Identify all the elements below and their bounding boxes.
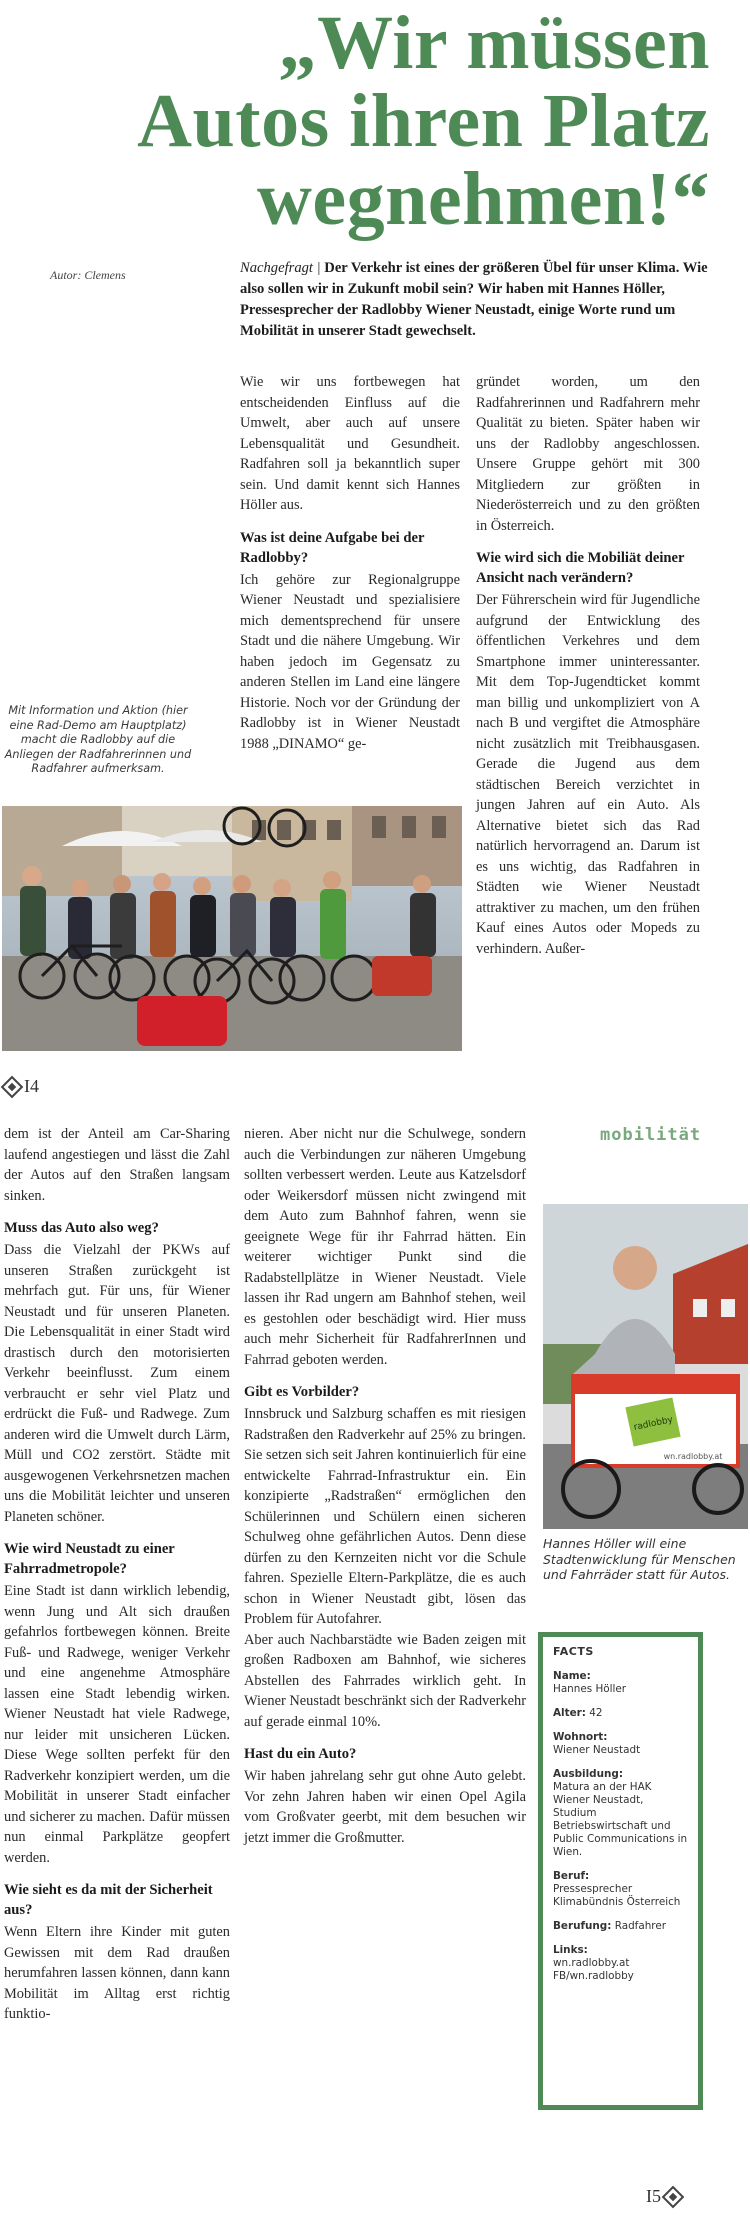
col2-paragraph-1: gründet worden, um den Radfahrerinnen und Radfahrern mehr Qualität zu bieten. Später haben wir uns der Radlobby angeschlossen. Unsere Gruppe gehört mit 300 Mitgliedern zur größten in Niederösterreich und zu den größten in Österreich. xyxy=(476,374,700,534)
page-number-right-text: I5 xyxy=(646,2186,661,2206)
col4-paragraph-3: Aber auch Nachbarstädte wie Baden zeigen mit großen Radboxen am Bahnhof, wie sicheres Abstellen des Fahrrades wirklich geht. In Wiener Neustadt beschränkt sich der Radverkehr auf gerade einmal 10%. xyxy=(244,1631,526,1730)
facts-wohnort xyxy=(553,1731,688,1757)
facts-links xyxy=(553,1944,688,1983)
facts-ausbildung-label: Ausbildung: xyxy=(553,1768,624,1780)
column-2 xyxy=(476,372,700,971)
facts-name-value: Hannes Höller xyxy=(553,1683,627,1695)
col3-paragraph-3: Eine Stadt ist dann wirklich lebendig, wenn Jung und Alt sich draußen gefahrlos fortbewegen können. Breite Fuß- und Radwege, weniger Verkehr und eine angenehme Atmosphäre lassen eine Stadt lebendig wirken. Wiener Neustadt hat viele Radwege, nur leider mit unsicheren Lücken. Diese Wege sollten perfekt für den Radverkehr konzipiert werden, um die Mobilität in unserer Stadt einfacher und sicherer zu machen. Dafür müssen nun einmal Parkplätze geopfert werden. xyxy=(4,1583,230,1866)
radlobby-sign-text: radlobby xyxy=(632,1414,674,1433)
facts-berufung-label: Berufung: xyxy=(553,1920,612,1932)
col4-question-1: Gibt es Vorbilder? xyxy=(244,1384,360,1400)
col4-paragraph-2: Innsbruck und Salzburg schaffen es mit riesigen Radstraßen den Radverkehr auf 25% zu bringen. Sie setzen sich seit Jahren kontinuierlich für eine entwickelte Fahrrad-Infrastruktur ein. Ein konzipierte „Radstraßen“ ermöglichen den Schülerinnen und Schülern einen sicheren Schulweg ohne gefährlichen Autos. Denn diese dürfen zu den Kernzeiten nicht vor die Schule fahren. Spezielle Eltern-Parkplätze, die es auch schon in Wiener Neustadt gibt, lösen das Problem für Autofahrer. xyxy=(244,1406,526,1627)
facts-alter-value: 42 xyxy=(589,1707,603,1719)
col3-question-1: Muss das Auto also weg? xyxy=(4,1220,159,1236)
portrait-cargo-bike-photo xyxy=(543,1204,748,1529)
facts-wohnort-value: Wiener Neustadt xyxy=(553,1744,641,1756)
lead-text: Der Verkehr ist eines der größeren Übel für unser Klima. Wie also sollen wir in Zukunft mobil sein? Wir haben mit Hannes Höller, Pressesprecher der Radlobby Wiener Neustadt, einige Worte rund um Mobilität in unserer Stadt gewechselt. xyxy=(240,260,708,339)
radlobby-url-text: wn.radlobby.at xyxy=(663,1452,723,1461)
headline-line-1: „Wir müssen xyxy=(278,1,710,85)
col4-paragraph-4: Wir haben jahrelang sehr gut ohne Auto gelebt. Vor zehn Jahren haben wir einen Opel Agila vom Großvater geerbt, mit dem besuchen wir jetzt immer die Großmutter. xyxy=(244,1768,526,1846)
author-credit: Autor: Clemens xyxy=(50,268,126,282)
photo-caption-portrait: Hannes Höller will eine Stadtenwicklung für Menschen und Fahrräder statt für Autos. xyxy=(543,1536,736,1582)
col3-question-2: Wie wird Neustadt zu einer Fahrradmetropole? xyxy=(4,1541,175,1577)
col1-paragraph-2: Ich gehöre zur Regionalgruppe Wiener Neustadt und spezialisiere mich dementsprechend für unsere Stadt und die nähere Umgebung. Wir haben jedoch im Gegensatz zu anderen Stellen im Land eine längere Historie. Noch vor der Gründung der Radlobby ist in Wiener Neustadt 1988 „DINAMO“ ge- xyxy=(240,571,460,752)
facts-beruf-label: Beruf: xyxy=(553,1870,590,1882)
col4-paragraph-1: nieren. Aber nicht nur die Schulwege, sondern auch die Verbindungen zur näheren Umgebung sollten verbessert werden. Leute aus Katzelsdorf oder Weikersdorf müssen nicht zwingend mit dem Auto zum Bahnhof fahren, wenn sie geeignete Wege für ihr Fahrrad hätten. Ein weiterer wichtiger Punkt sind die Radabstellplätze in Wiener Neustadt. Viele lassen ihr Rad ungern am Bahnhof stehen, weil es gestohlen oder beschädigt wird. Hier muss auch mehr Sicherheit für RadfahrerInnen und Fahrrad geboten werden. xyxy=(244,1126,526,1368)
col1-paragraph-1: Wie wir uns fortbewegen hat entscheidenden Einfluss auf die Umwelt, aber auch auf unsere Lebensqualität und Gesundheit. Radfahren soll ja bekanntlich super sein. Und damit kennt sich Hannes Höller aus. xyxy=(240,374,460,513)
group-cyclists-photo xyxy=(2,806,462,1051)
facts-links-label: Links: xyxy=(553,1944,588,1956)
facts-ausbildung xyxy=(553,1768,688,1859)
diamond-ornament-icon xyxy=(1,1075,24,1098)
page-number-right xyxy=(646,2186,681,2207)
facts-alter xyxy=(553,1707,688,1720)
page-number-left xyxy=(4,1076,39,1097)
facts-title: FACTS xyxy=(553,1645,594,1658)
facts-beruf-value: Pressesprecher Klimabündnis Österreich xyxy=(553,1883,681,1908)
col2-paragraph-2: Der Führerschein wird für Jugendliche aufgrund der Entwicklung des öffentlichen Verkehres und dem Smartphone immer uninteressanter. Mit dem Top-Jugendticket kommt man billig und unkompliziert von A nach B und vergiftet die Atmosphäre nicht zusätzlich mit Treibhausgasen. Gerade die Jugend aus dem städtischen Bereich verzichtet in jungen Jahren auf ein Auto. Als Alternative bietet sich das Rad natürlich hervorragend an. Darum ist es uns wichtig, das Radfahren in Städten wie Wiener Neustadt attraktiver zu machen, um den frühen Kauf eines Autos oder Mopeds zu verhindern. Außer- xyxy=(476,592,700,957)
facts-name-label: Name: xyxy=(553,1670,591,1682)
facts-berufung xyxy=(553,1920,688,1933)
article-headline xyxy=(60,1,710,241)
section-label: mobilität xyxy=(600,1125,702,1145)
col3-paragraph-1: dem ist der Anteil am Car-Sharing laufend angestiegen und lässt die Zahl der Autos auf den Straßen langsam sinken. xyxy=(4,1126,230,1204)
facts-link-facebook[interactable]: FB/wn.radlobby xyxy=(553,1970,634,1982)
col3-paragraph-4: Wenn Eltern ihre Kinder mit guten Gewissen mit dem Rad draußen herumfahren lassen können, dann kann Mobilität im Alltag erst richtig funktio- xyxy=(4,1924,230,2022)
column-3 xyxy=(4,1124,230,2037)
facts-link-website[interactable]: wn.radlobby.at xyxy=(553,1957,630,1969)
lead-tag: Nachgefragt | xyxy=(240,260,325,276)
headline-line-2 xyxy=(60,79,710,163)
diamond-ornament-icon xyxy=(662,2185,685,2208)
photo-caption-demo: Mit Information und Aktion (hier eine Rad-Demo am Hauptplatz) macht die Radlobby auf die Anliegen der Radfahrerinnen und Radfahrer aufmerksam. xyxy=(4,704,192,775)
col3-question-3: Wie sieht es da mit der Sicherheit aus? xyxy=(4,1882,213,1918)
facts-name xyxy=(553,1670,688,1696)
column-4 xyxy=(244,1124,526,1860)
group-cyclists-illustration xyxy=(2,806,462,1051)
portrait-cargo-bike-illustration xyxy=(543,1204,748,1529)
article-lead xyxy=(240,258,710,342)
headline-line-2b: Platz xyxy=(542,79,710,163)
facts-box xyxy=(538,1632,703,2110)
facts-berufung-value: Radfahrer xyxy=(614,1920,666,1932)
headline-line-3: wegnehmen!“ xyxy=(256,157,710,241)
facts-ausbildung-value: Matura an der HAK Wiener Neustadt, Studium Betriebswirtschaft und Public Communications in Wien. xyxy=(553,1781,688,1858)
facts-alter-label: Alter: xyxy=(553,1707,586,1719)
page-number-left-text: I4 xyxy=(24,1076,39,1096)
col2-question-1: Wie wird sich die Mobiliät deiner Ansicht nach verändern? xyxy=(476,550,685,586)
headline-line-2a: Autos ihren xyxy=(137,79,543,163)
facts-beruf xyxy=(553,1870,688,1909)
col1-question-1: Was ist deine Aufgabe bei der Radlobby? xyxy=(240,529,425,566)
column-1 xyxy=(240,372,460,766)
facts-wohnort-label: Wohnort: xyxy=(553,1731,608,1743)
col4-question-2: Hast du ein Auto? xyxy=(244,1746,357,1762)
col3-paragraph-2: Dass die Vielzahl der PKWs auf unseren Straßen zurückgeht ist mehrfach gut. Für uns, für Wiener Neustadt und für unseren Planeten. Die Lebensqualität in einer Stadt wird drastisch durch den motorisierten Verkehr beeinflusst. Zum einem verbraucht er sehr viel Platz und erdrückt die Fuß- und Radwege. Zum anderen wird die Umwelt durch Lärm, Müll und CO2 zerstört. Städte mit ausgewogenen Verkehrsnetzen machen uns die Mobilität leichter und unseren Planeten schöner. xyxy=(4,1242,230,1525)
